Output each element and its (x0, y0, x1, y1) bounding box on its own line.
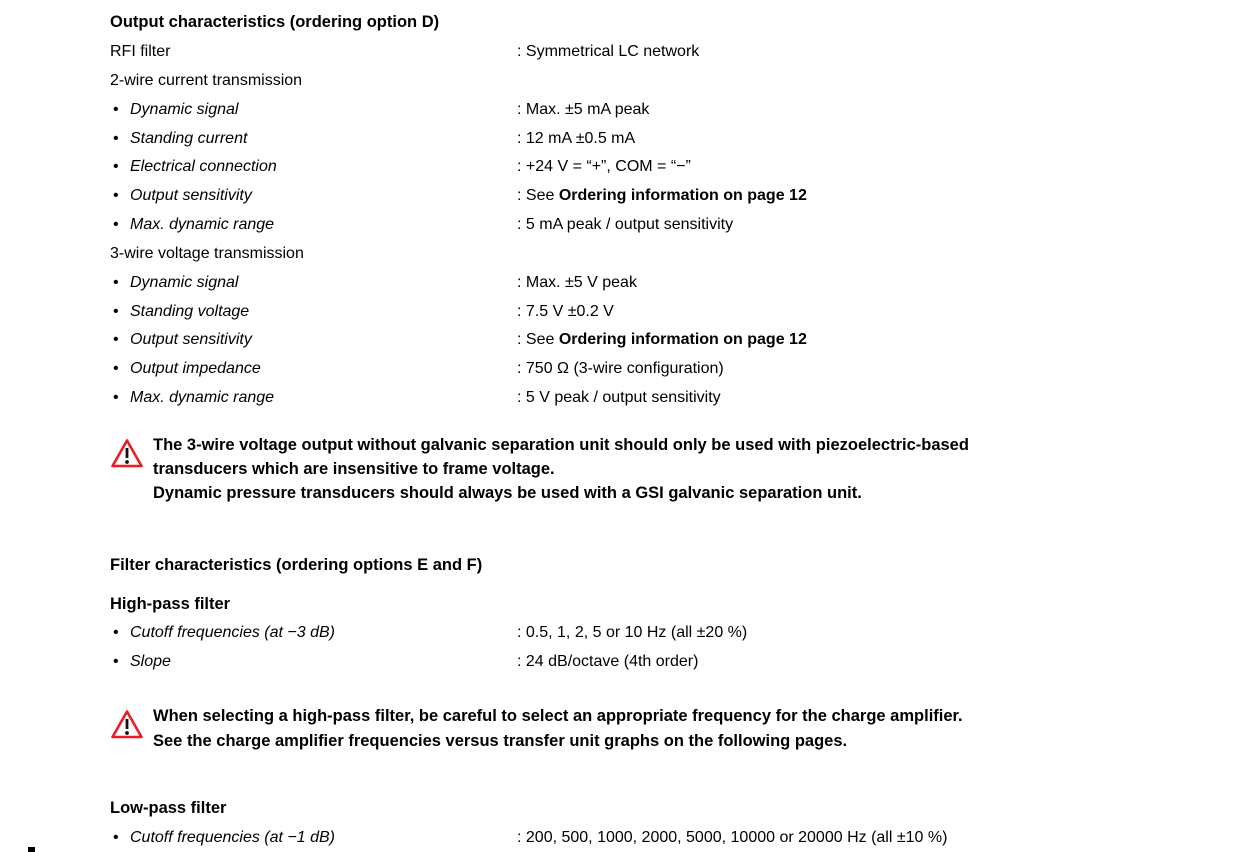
spec-label: Standing current (130, 129, 248, 147)
bullet-icon: • (113, 273, 119, 291)
spec-label: Dynamic signal (130, 273, 239, 291)
spec-label: Slope (130, 652, 171, 670)
spec-row-max-dynamic-range (110, 211, 1210, 240)
spec-value: : 5 V peak / output sensitivity (517, 389, 721, 407)
spec-row-output-sensitivity (110, 182, 1210, 211)
spec-value: : Max. ±5 V peak (517, 273, 637, 291)
spec-row-rfi-filter (110, 38, 1210, 67)
low-pass-spec-list (110, 824, 1210, 852)
spec-value-bold-ref: Ordering information on page 12 (558, 331, 807, 349)
spec-row-max-dynamic-range-v (110, 384, 1210, 413)
bullet-icon: • (113, 829, 119, 846)
spec-value: : Symmetrical LC network (517, 43, 700, 60)
bullet-icon: • (113, 129, 119, 147)
warning-icon (110, 709, 144, 740)
spec-row-hp-cutoff (110, 619, 1210, 648)
subsection-title-low-pass-filter: Low-pass filter (110, 799, 227, 817)
bullet-icon: • (113, 187, 119, 205)
spec-label: Electrical connection (130, 158, 277, 176)
subsection-title-high-pass-filter: High-pass filter (110, 595, 231, 613)
spec-value: : See (517, 331, 559, 349)
spec-value-bold-ref: Ordering information on page 12 (558, 187, 807, 205)
spec-value: : +24 V = “+”, COM = “−” (517, 158, 691, 176)
spec-row-standing-current (110, 125, 1210, 154)
spec-value: : See (517, 187, 559, 205)
spec-row-lp-cutoff (110, 824, 1210, 852)
bullet-icon: • (113, 331, 119, 349)
warning-text-line: The 3-wire voltage output without galvanic separation unit should only be used with piezoelectric-based (153, 436, 969, 454)
section-title-output-characteristics: Output characteristics (ordering option D) (110, 13, 440, 31)
bullet-icon: • (113, 100, 119, 118)
spec-label: 3-wire voltage transmission (110, 244, 304, 262)
spec-value: : 5 mA peak / output sensitivity (517, 216, 734, 234)
spec-row-2wire-group (110, 67, 1210, 96)
spec-label: Dynamic signal (130, 100, 239, 118)
spec-value: : Max. ±5 mA peak (517, 100, 650, 118)
spec-value: : 12 mA ±0.5 mA (517, 129, 636, 147)
spec-label: Max. dynamic range (130, 389, 275, 407)
warning-note-filter (110, 704, 1183, 754)
spec-label: Output sensitivity (130, 187, 252, 205)
page-edge-mark (28, 847, 35, 852)
bullet-icon: • (113, 389, 119, 407)
bullet-icon: • (113, 652, 119, 670)
spec-label: Max. dynamic range (130, 216, 275, 234)
spec-label: 2-wire current transmission (110, 71, 303, 89)
section-title-filter-characteristics: Filter characteristics (ordering options E and F) (110, 556, 483, 574)
bullet-icon: • (113, 302, 119, 320)
spec-value: : 7.5 V ±0.2 V (517, 302, 614, 320)
spec-label: Cutoff frequencies (at −3 dB) (130, 624, 335, 641)
output-characteristics-spec-list (110, 38, 1210, 413)
bullet-icon: • (113, 158, 119, 176)
spec-value: : 24 dB/octave (4th order) (517, 652, 699, 670)
warning-note-output (110, 433, 1183, 506)
spec-label: Output sensitivity (130, 331, 252, 349)
spec-label: Output impedance (130, 360, 261, 378)
spec-row-standing-voltage (110, 298, 1210, 327)
warning-text-line: When selecting a high-pass filter, be careful to select an appropriate frequency for the charge amplifier. (153, 707, 963, 725)
warning-text-line: Dynamic pressure transducers should always be used with a GSI galvanic separation unit. (153, 484, 862, 503)
high-pass-spec-list (110, 619, 1210, 677)
spec-row-dynamic-signal (110, 96, 1210, 125)
bullet-icon: • (113, 624, 119, 641)
bullet-icon: • (113, 360, 119, 378)
spec-value: : 750 Ω (3-wire configuration) (517, 360, 724, 378)
warning-icon (110, 438, 144, 469)
spec-label: RFI filter (110, 43, 171, 60)
warning-text-line: transducers which are insensitive to frame voltage. (153, 460, 555, 479)
spec-row-electrical-connection (110, 153, 1210, 182)
bullet-icon: • (113, 216, 119, 234)
spec-label: Standing voltage (130, 302, 250, 320)
spec-row-dynamic-signal-v (110, 269, 1210, 298)
spec-row-output-impedance (110, 355, 1210, 384)
spec-value: : 200, 500, 1000, 2000, 5000, 10000 or 20000 Hz (all ±10 %) (517, 829, 948, 846)
spec-row-3wire-group (110, 240, 1210, 269)
spec-value: : 0.5, 1, 2, 5 or 10 Hz (all ±20 %) (517, 624, 748, 641)
spec-row-hp-slope (110, 648, 1210, 677)
warning-text-line: See the charge amplifier frequencies versus transfer unit graphs on the following pages. (153, 732, 848, 750)
spec-row-output-sensitivity-v (110, 326, 1210, 355)
spec-label: Cutoff frequencies (at −1 dB) (130, 829, 335, 846)
